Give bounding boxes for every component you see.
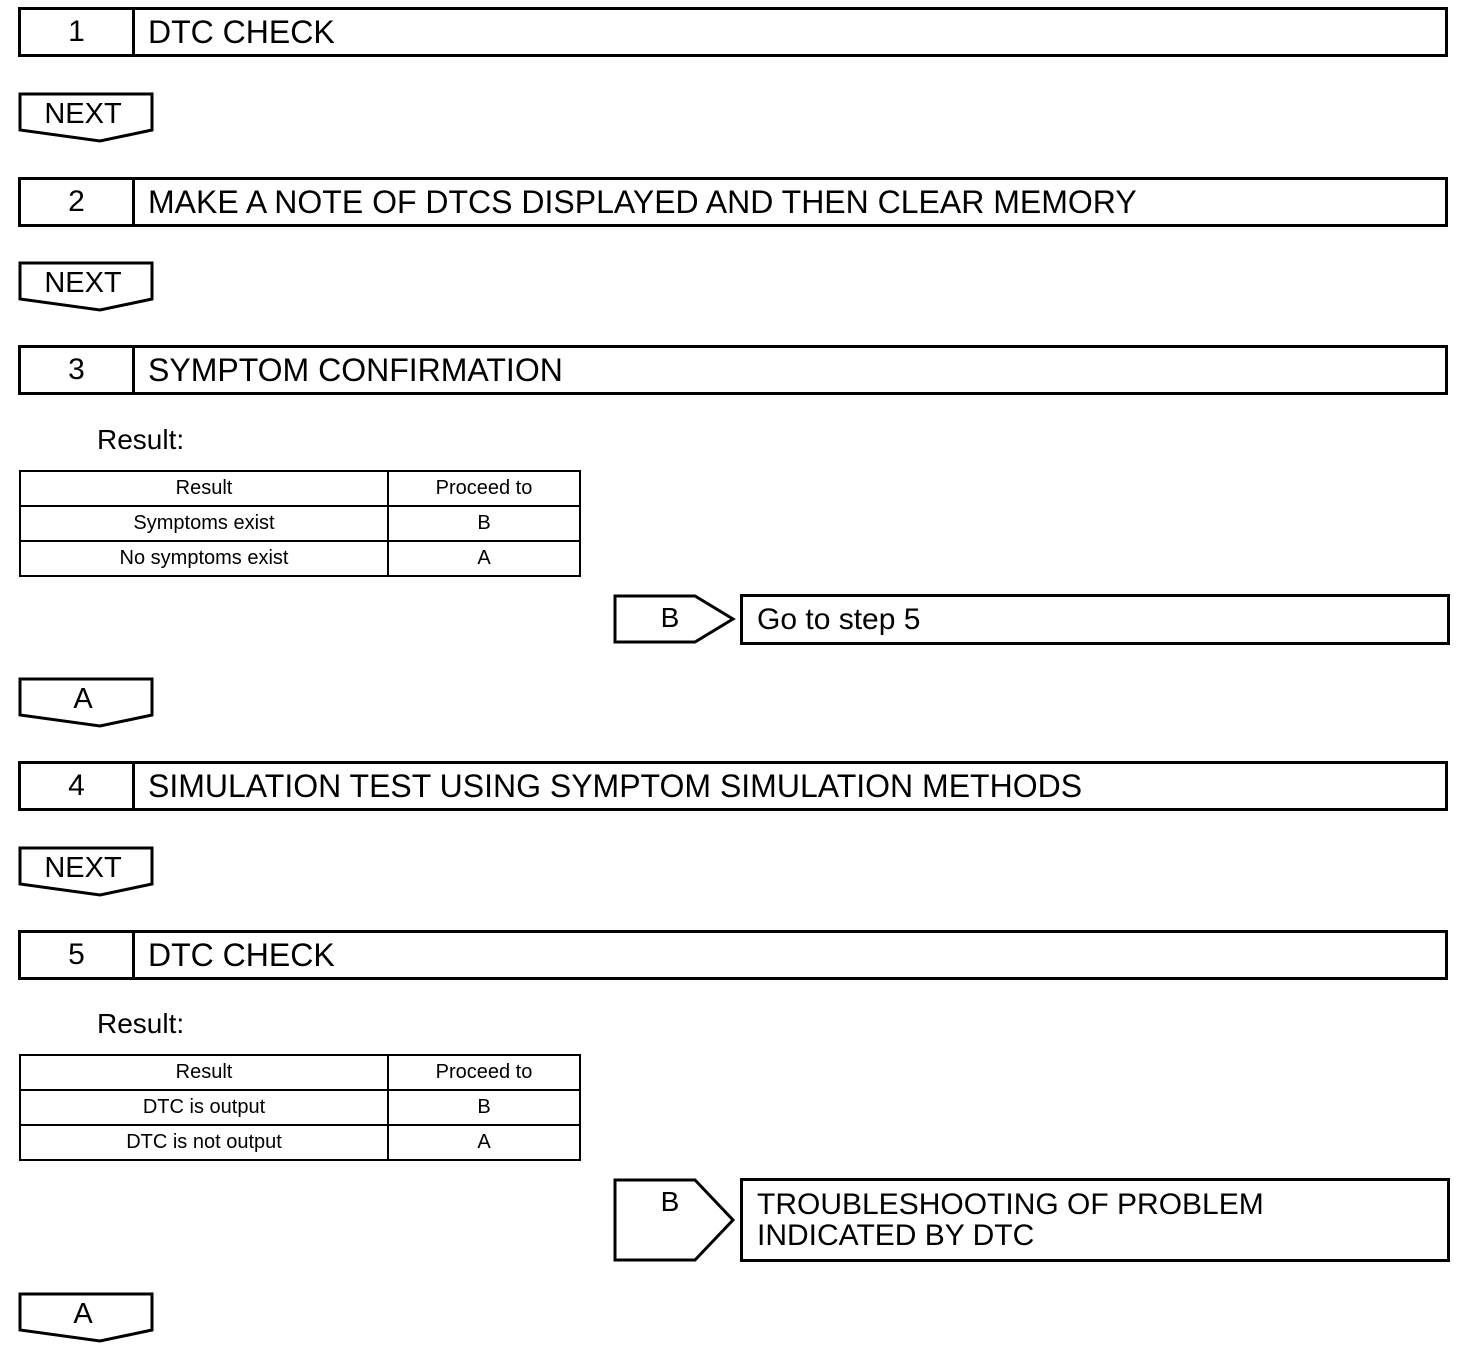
branch-label: B bbox=[660, 1186, 680, 1217]
table-header-cell: Proceed to bbox=[388, 471, 580, 506]
table-header-row bbox=[20, 1055, 580, 1090]
table-row bbox=[20, 1125, 580, 1160]
branch-target-text: Go to step 5 bbox=[757, 603, 921, 636]
branch-label: B bbox=[660, 602, 680, 633]
table-header-cell: Result bbox=[20, 1055, 388, 1090]
step-number: 5 bbox=[21, 933, 135, 977]
next-flow-arrow bbox=[18, 92, 156, 144]
branch-target-line: INDICATED BY DTC bbox=[757, 1219, 1035, 1252]
branch-arrow-b bbox=[613, 594, 738, 646]
step-5-header bbox=[18, 930, 1448, 980]
table-header-row bbox=[20, 471, 580, 506]
result-label: Result: bbox=[97, 1008, 185, 1039]
result-label: Result: bbox=[97, 424, 185, 455]
table-cell: A bbox=[388, 541, 580, 576]
table-cell: Symptoms exist bbox=[20, 506, 388, 541]
a-label: A bbox=[73, 1298, 93, 1330]
table-cell: DTC is output bbox=[20, 1090, 388, 1125]
table-header-cell: Result bbox=[20, 471, 388, 506]
table-cell: B bbox=[388, 506, 580, 541]
table-cell: DTC is not output bbox=[20, 1125, 388, 1160]
step-1-header bbox=[18, 7, 1448, 57]
next-label: NEXT bbox=[44, 852, 122, 884]
result-table bbox=[19, 1054, 581, 1161]
next-label: NEXT bbox=[44, 98, 122, 130]
a-flow-arrow bbox=[18, 1292, 156, 1344]
table-header-cell: Proceed to bbox=[388, 1055, 580, 1090]
next-label: NEXT bbox=[44, 267, 122, 299]
step-number: 1 bbox=[21, 10, 135, 54]
next-flow-arrow bbox=[18, 846, 156, 898]
step-title: DTC CHECK bbox=[148, 936, 335, 973]
table-cell: B bbox=[388, 1090, 580, 1125]
table-row bbox=[20, 541, 580, 576]
branch-target-box bbox=[740, 594, 1450, 645]
branch-target-line: TROUBLESHOOTING OF PROBLEM bbox=[757, 1188, 1264, 1221]
step-title: MAKE A NOTE OF DTCS DISPLAYED AND THEN CLEAR MEMORY bbox=[148, 183, 1137, 220]
step-number: 4 bbox=[21, 764, 135, 808]
branch-target-box bbox=[740, 1178, 1450, 1262]
step-3-header bbox=[18, 345, 1448, 395]
branch-arrow-b bbox=[613, 1178, 738, 1262]
a-label: A bbox=[73, 683, 93, 715]
step-number: 2 bbox=[21, 180, 135, 224]
table-cell: No symptoms exist bbox=[20, 541, 388, 576]
table-cell: A bbox=[388, 1125, 580, 1160]
table-row bbox=[20, 506, 580, 541]
step-title: SIMULATION TEST USING SYMPTOM SIMULATION METHODS bbox=[148, 767, 1083, 804]
table-row bbox=[20, 1090, 580, 1125]
result-table bbox=[19, 470, 581, 577]
step-number: 3 bbox=[21, 348, 135, 392]
next-flow-arrow bbox=[18, 261, 156, 313]
step-title: SYMPTOM CONFIRMATION bbox=[148, 351, 563, 388]
step-4-header bbox=[18, 761, 1448, 811]
a-flow-arrow bbox=[18, 677, 156, 729]
step-title: DTC CHECK bbox=[148, 13, 335, 50]
step-2-header bbox=[18, 177, 1448, 227]
